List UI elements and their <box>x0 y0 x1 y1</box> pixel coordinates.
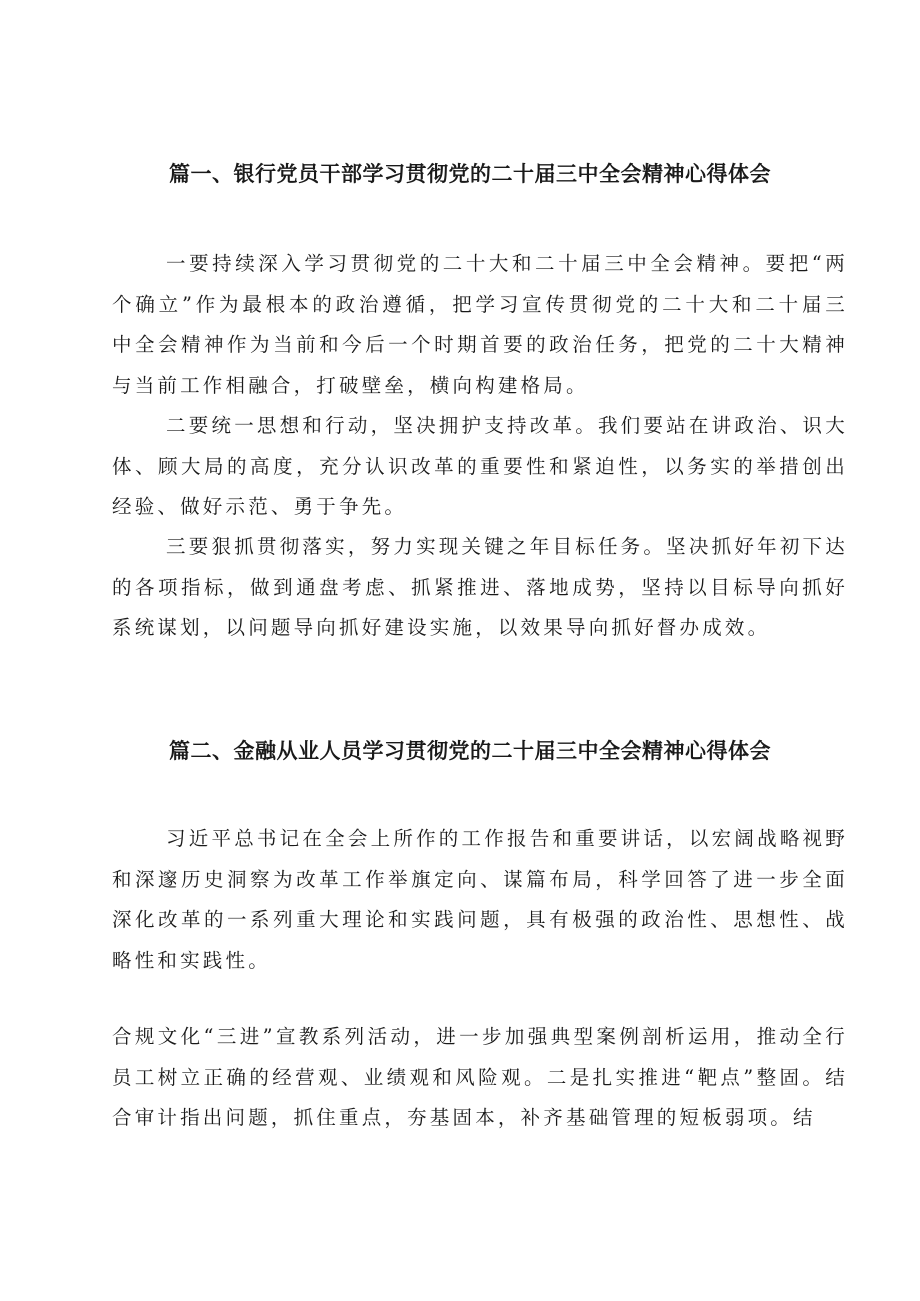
section-heading-1: 篇一、银行党员干部学习贯彻党的二十届三中全会精神心得体会 <box>169 162 771 186</box>
paragraph-1-2: 二要统一思想和行动，坚决拥护支持改革。我们要站在讲政治、识大体、顾大局的高度，充分认识改革的重要性和紧迫性，以务实的举措创出经验、做好示范、勇于争先。 <box>112 414 848 518</box>
paragraph-2-2: 合规文化“三进”宣教系列活动，进一步加强典型案例剖析运用，推动全行员工树立正确的经营观、业绩观和风险观。二是扎实推进“靶点”整固。结合审计指出问题，抓住重点，夯基固本，补齐基础管理的短板弱项。结 <box>112 1025 848 1129</box>
section-heading-2: 篇二、金融从业人员学习贯彻党的二十届三中全会精神心得体会 <box>169 739 771 763</box>
paragraph-1-3: 三要狠抓贯彻落实，努力实现关键之年目标任务。坚决抓好年初下达的各项指标，做到通盘考虑、抓紧推进、落地成势，坚持以目标导向抓好系统谋划，以问题导向抓好建设实施，以效果导向抓好督办成效。 <box>112 535 848 639</box>
paragraph-1-1: 一要持续深入学习贯彻党的二十大和二十届三中全会精神。要把“两个确立”作为最根本的政治遵循，把学习宣传贯彻党的二十大和二十届三中全会精神作为当前和今后一个时期首要的政治任务，把党的二十大精神与当前工作相融合，打破壁垒，横向构建格局。 <box>112 252 848 397</box>
paragraph-2-1: 习近平总书记在全会上所作的工作报告和重要讲话，以宏阔战略视野和深邃历史洞察为改革工作举旗定向、谋篇布局，科学回答了进一步全面深化改革的一系列重大理论和实践问题，具有极强的政治性、思想性、战略性和实践性。 <box>112 827 848 972</box>
